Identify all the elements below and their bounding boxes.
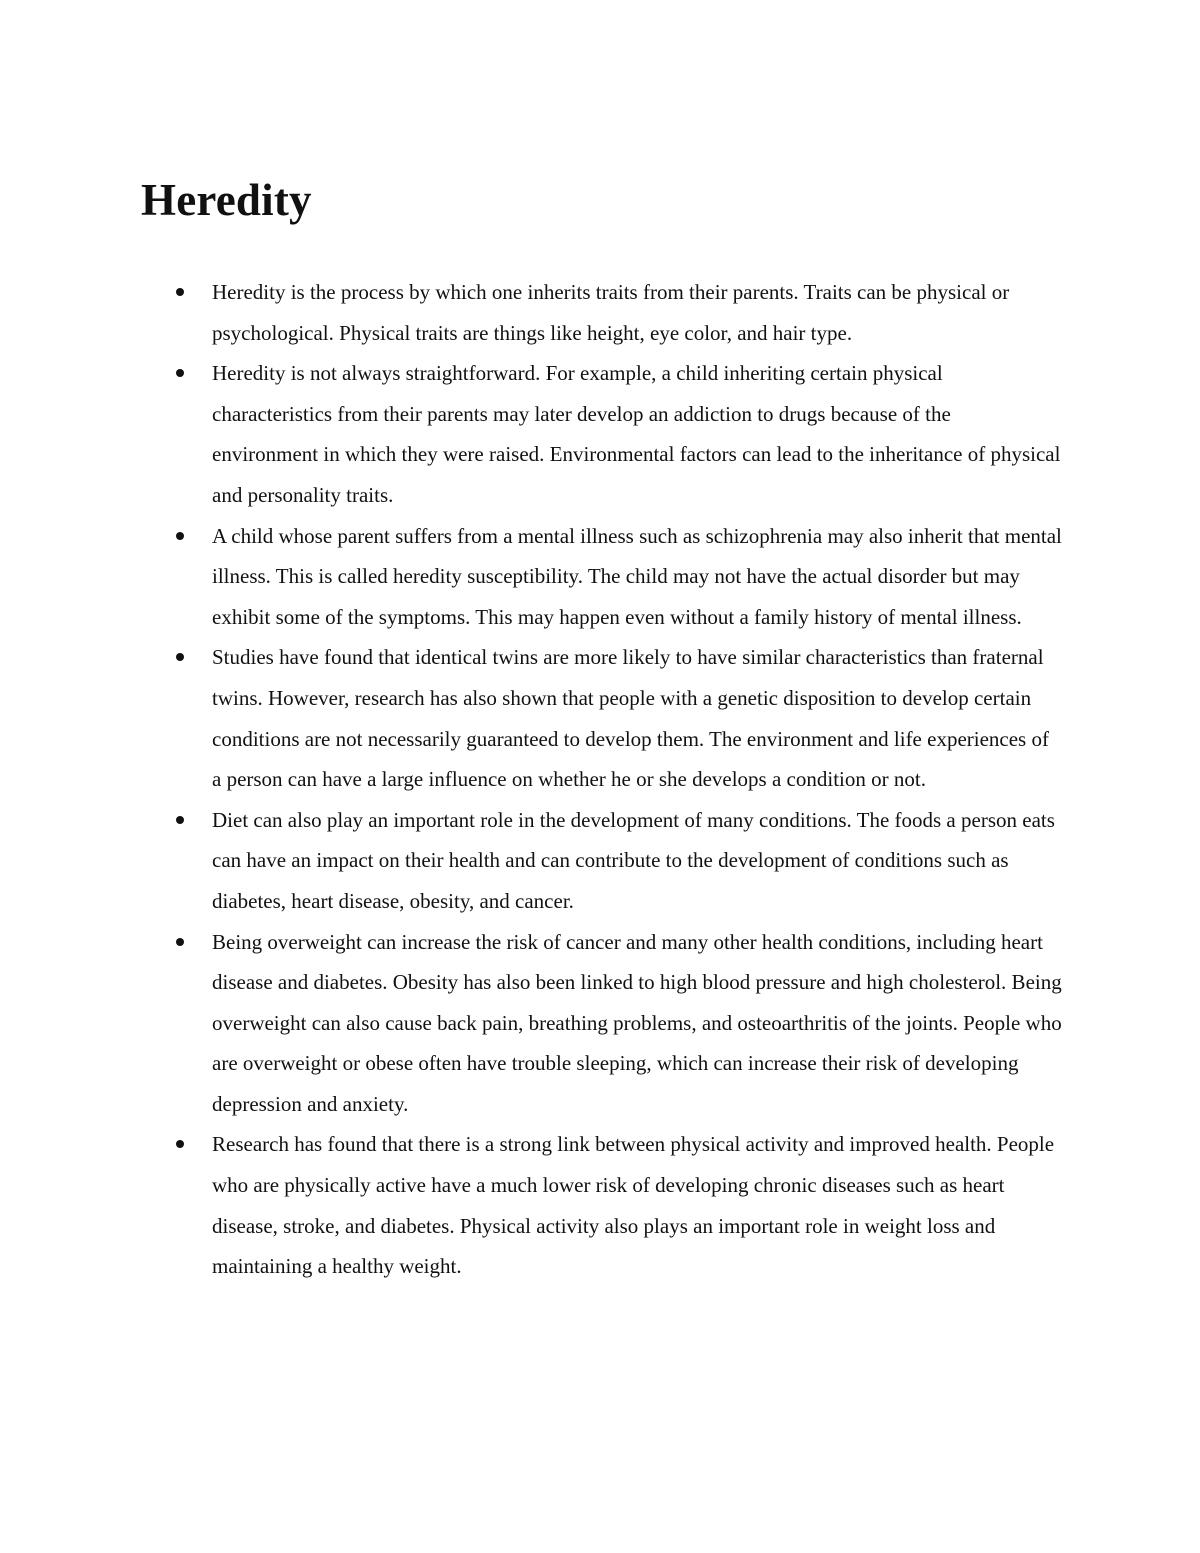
list-item-text: Being overweight can increase the risk of cancer and many other health conditions, including heart disease and diabetes. Obesity has also been linked to high blood pressure and high cholesterol. Being overweight can also cause back pain, breathing problems, and osteoarthritis of the joints. People who are overweight or obese often have trouble sleeping, which can increase their risk of developing depression and anxiety. xyxy=(212,929,1062,1116)
list-item xyxy=(0,922,1062,1125)
list-item xyxy=(0,272,1062,353)
bullet-list xyxy=(0,272,1200,1287)
list-item xyxy=(0,637,1062,799)
list-item-text: Research has found that there is a strong link between physical activity and improved health. People who are physically active have a much lower risk of developing chronic diseases such as heart disease, stroke, and diabetes. Physical activity also plays an important role in weight loss and maintaining a healthy weight. xyxy=(212,1132,1055,1279)
list-item-text: Studies have found that identical twins are more likely to have similar characteristics than fraternal twins. However, research has also shown that people with a genetic disposition to develop certain conditions are not necessarily guaranteed to develop them. The environment and life experiences of a person can have a large influence on whether he or she develops a condition or not. xyxy=(212,645,1049,792)
list-item-text: A child whose parent suffers from a mental illness such as schizophrenia may also inherit that mental illness. This is called heredity susceptibility. The child may not have the actual disorder but may exhibit some of the symptoms. This may happen even without a family history of mental illness. xyxy=(212,523,1062,629)
list-item xyxy=(0,800,1062,922)
list-item xyxy=(0,353,1062,515)
list-item-text: Heredity is not always straightforward. For example, a child inheriting certain physical characteristics from their parents may later develop an addiction to drugs because of the environment in which they were raised. Environmental factors can lead to the inheritance of physical and personality traits. xyxy=(212,361,1061,507)
bullet-icon xyxy=(176,532,184,540)
list-item xyxy=(0,1124,1062,1286)
document-title: Heredity xyxy=(141,175,312,225)
list-item-text: Heredity is the process by which one inherits traits from their parents. Traits can be physical or psychological. Physical traits are things like height, eye color, and hair type. xyxy=(212,280,1010,345)
list-item xyxy=(0,516,1062,638)
bullet-icon xyxy=(176,816,184,824)
list-item-text: Diet can also play an important role in the development of many conditions. The foods a person eats can have an impact on their health and can contribute to the development of conditions such as diabetes, heart disease, obesity, and cancer. xyxy=(212,807,1055,913)
bullet-icon xyxy=(176,653,184,661)
bullet-icon xyxy=(176,369,184,377)
bullet-icon xyxy=(176,288,184,296)
bullet-icon xyxy=(176,1140,184,1148)
bullet-icon xyxy=(176,938,184,946)
